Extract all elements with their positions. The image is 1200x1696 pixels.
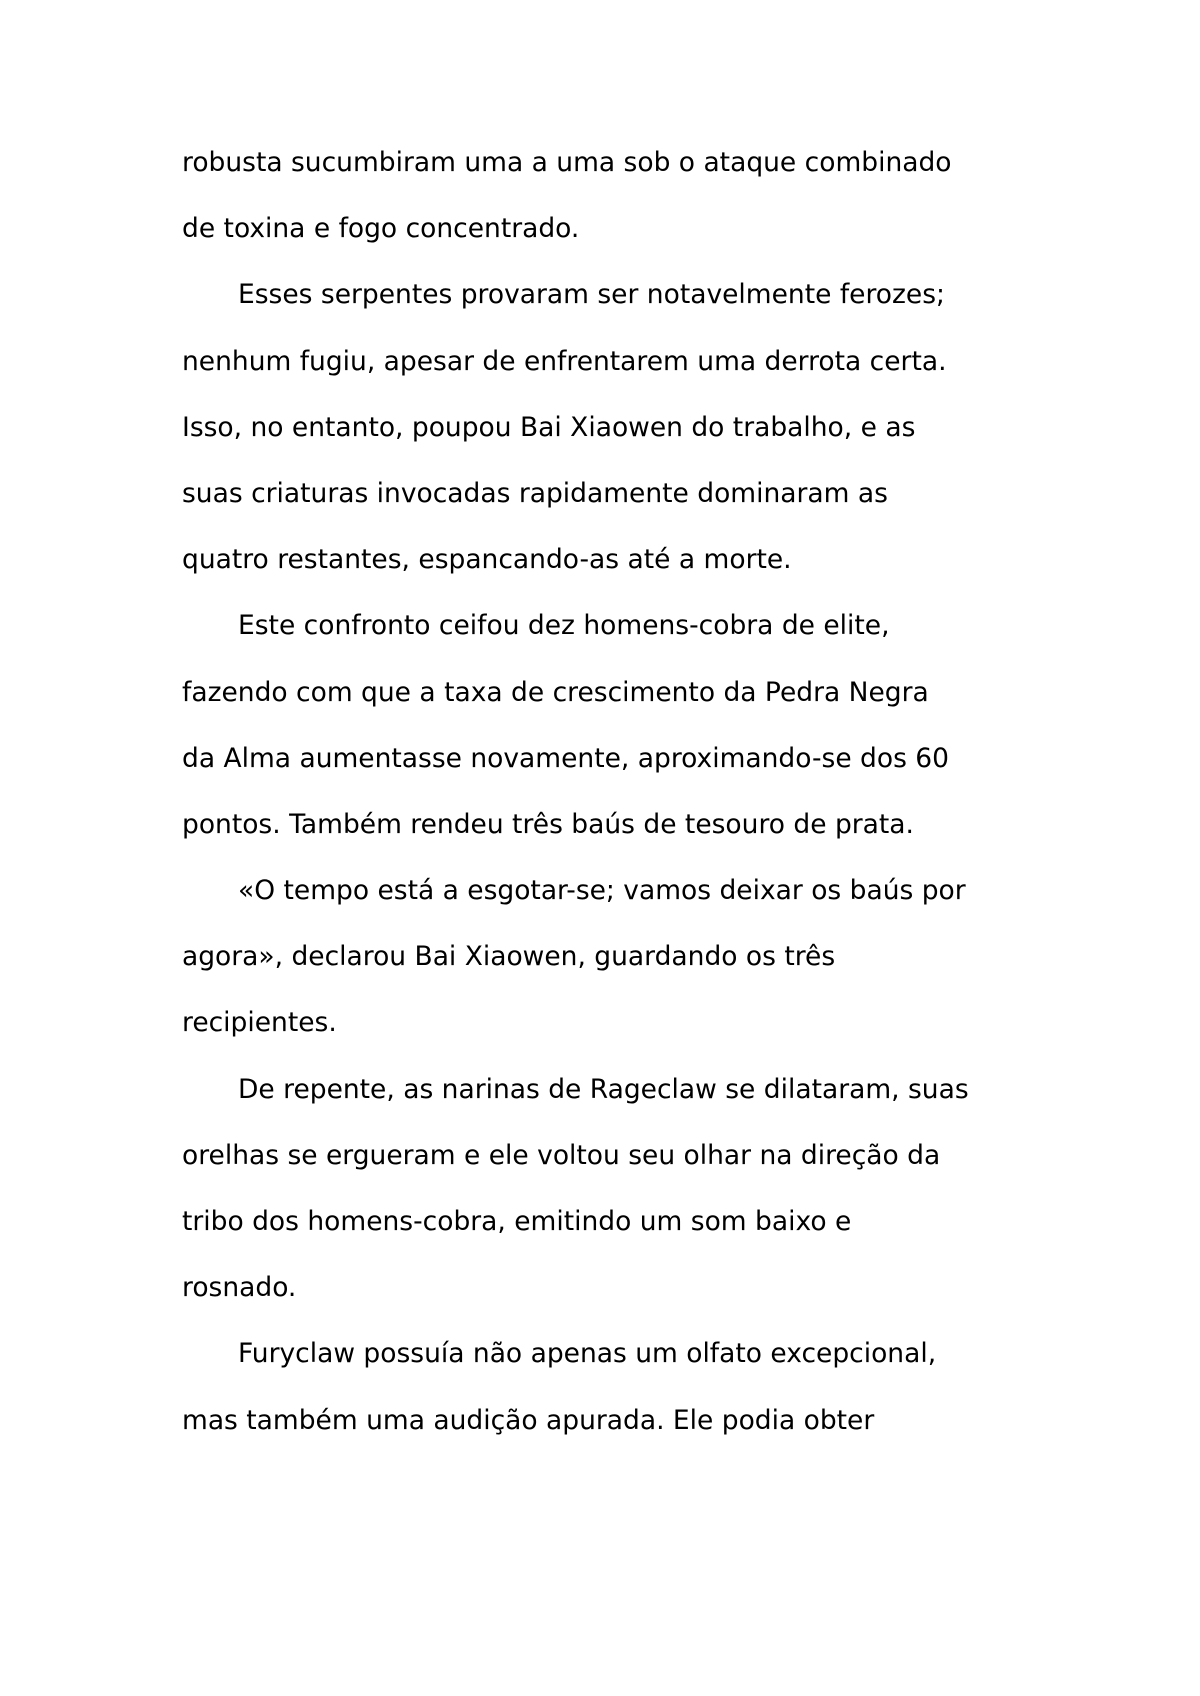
paragraph-start-line: «O tempo está a esgotar-se; vamos deixar os baús por bbox=[238, 875, 966, 907]
paragraph-start-line: Este confronto ceifou dez homens-cobra de elite, bbox=[238, 610, 890, 642]
text-line: tribo dos homens-cobra, emitindo um som baixo e bbox=[182, 1206, 852, 1237]
text-line: pontos. Também rendeu três baús de tesouro de prata. bbox=[182, 808, 914, 840]
text-line: orelhas se ergueram e ele voltou seu olhar na direção da bbox=[182, 1139, 941, 1171]
text-line: rosnado. bbox=[182, 1272, 297, 1304]
text-line: robusta sucumbiram uma a uma sob o ataque combinado bbox=[182, 147, 952, 178]
text-line: quatro restantes, espancando-as até a morte. bbox=[182, 544, 792, 576]
text-line: nenhum fugiu, apesar de enfrentarem uma derrota certa. bbox=[182, 345, 947, 377]
paragraph-start-line: De repente, as narinas de Rageclaw se dilataram, suas bbox=[238, 1073, 969, 1105]
text-line: de toxina e fogo concentrado. bbox=[182, 213, 580, 245]
text-line: fazendo com que a taxa de crescimento da Pedra Negra bbox=[182, 676, 929, 708]
text-line: suas criaturas invocadas rapidamente dominaram as bbox=[182, 477, 888, 509]
paragraph-start-line: Esses serpentes provaram ser notavelmente ferozes; bbox=[238, 279, 945, 311]
text-line: recipientes. bbox=[182, 1007, 337, 1039]
text-line: mas também uma audição apurada. Ele podia obter bbox=[182, 1404, 875, 1436]
body-text bbox=[182, 130, 1062, 1454]
text-line: da Alma aumentasse novamente, aproximando-se dos 60 bbox=[182, 742, 950, 774]
text-line: agora», declarou Bai Xiaowen, guardando os três bbox=[182, 941, 836, 973]
text-line: Isso, no entanto, poupou Bai Xiaowen do trabalho, e as bbox=[182, 411, 916, 443]
paragraph-start-line: Furyclaw possuía não apenas um olfato excepcional, bbox=[238, 1338, 937, 1370]
